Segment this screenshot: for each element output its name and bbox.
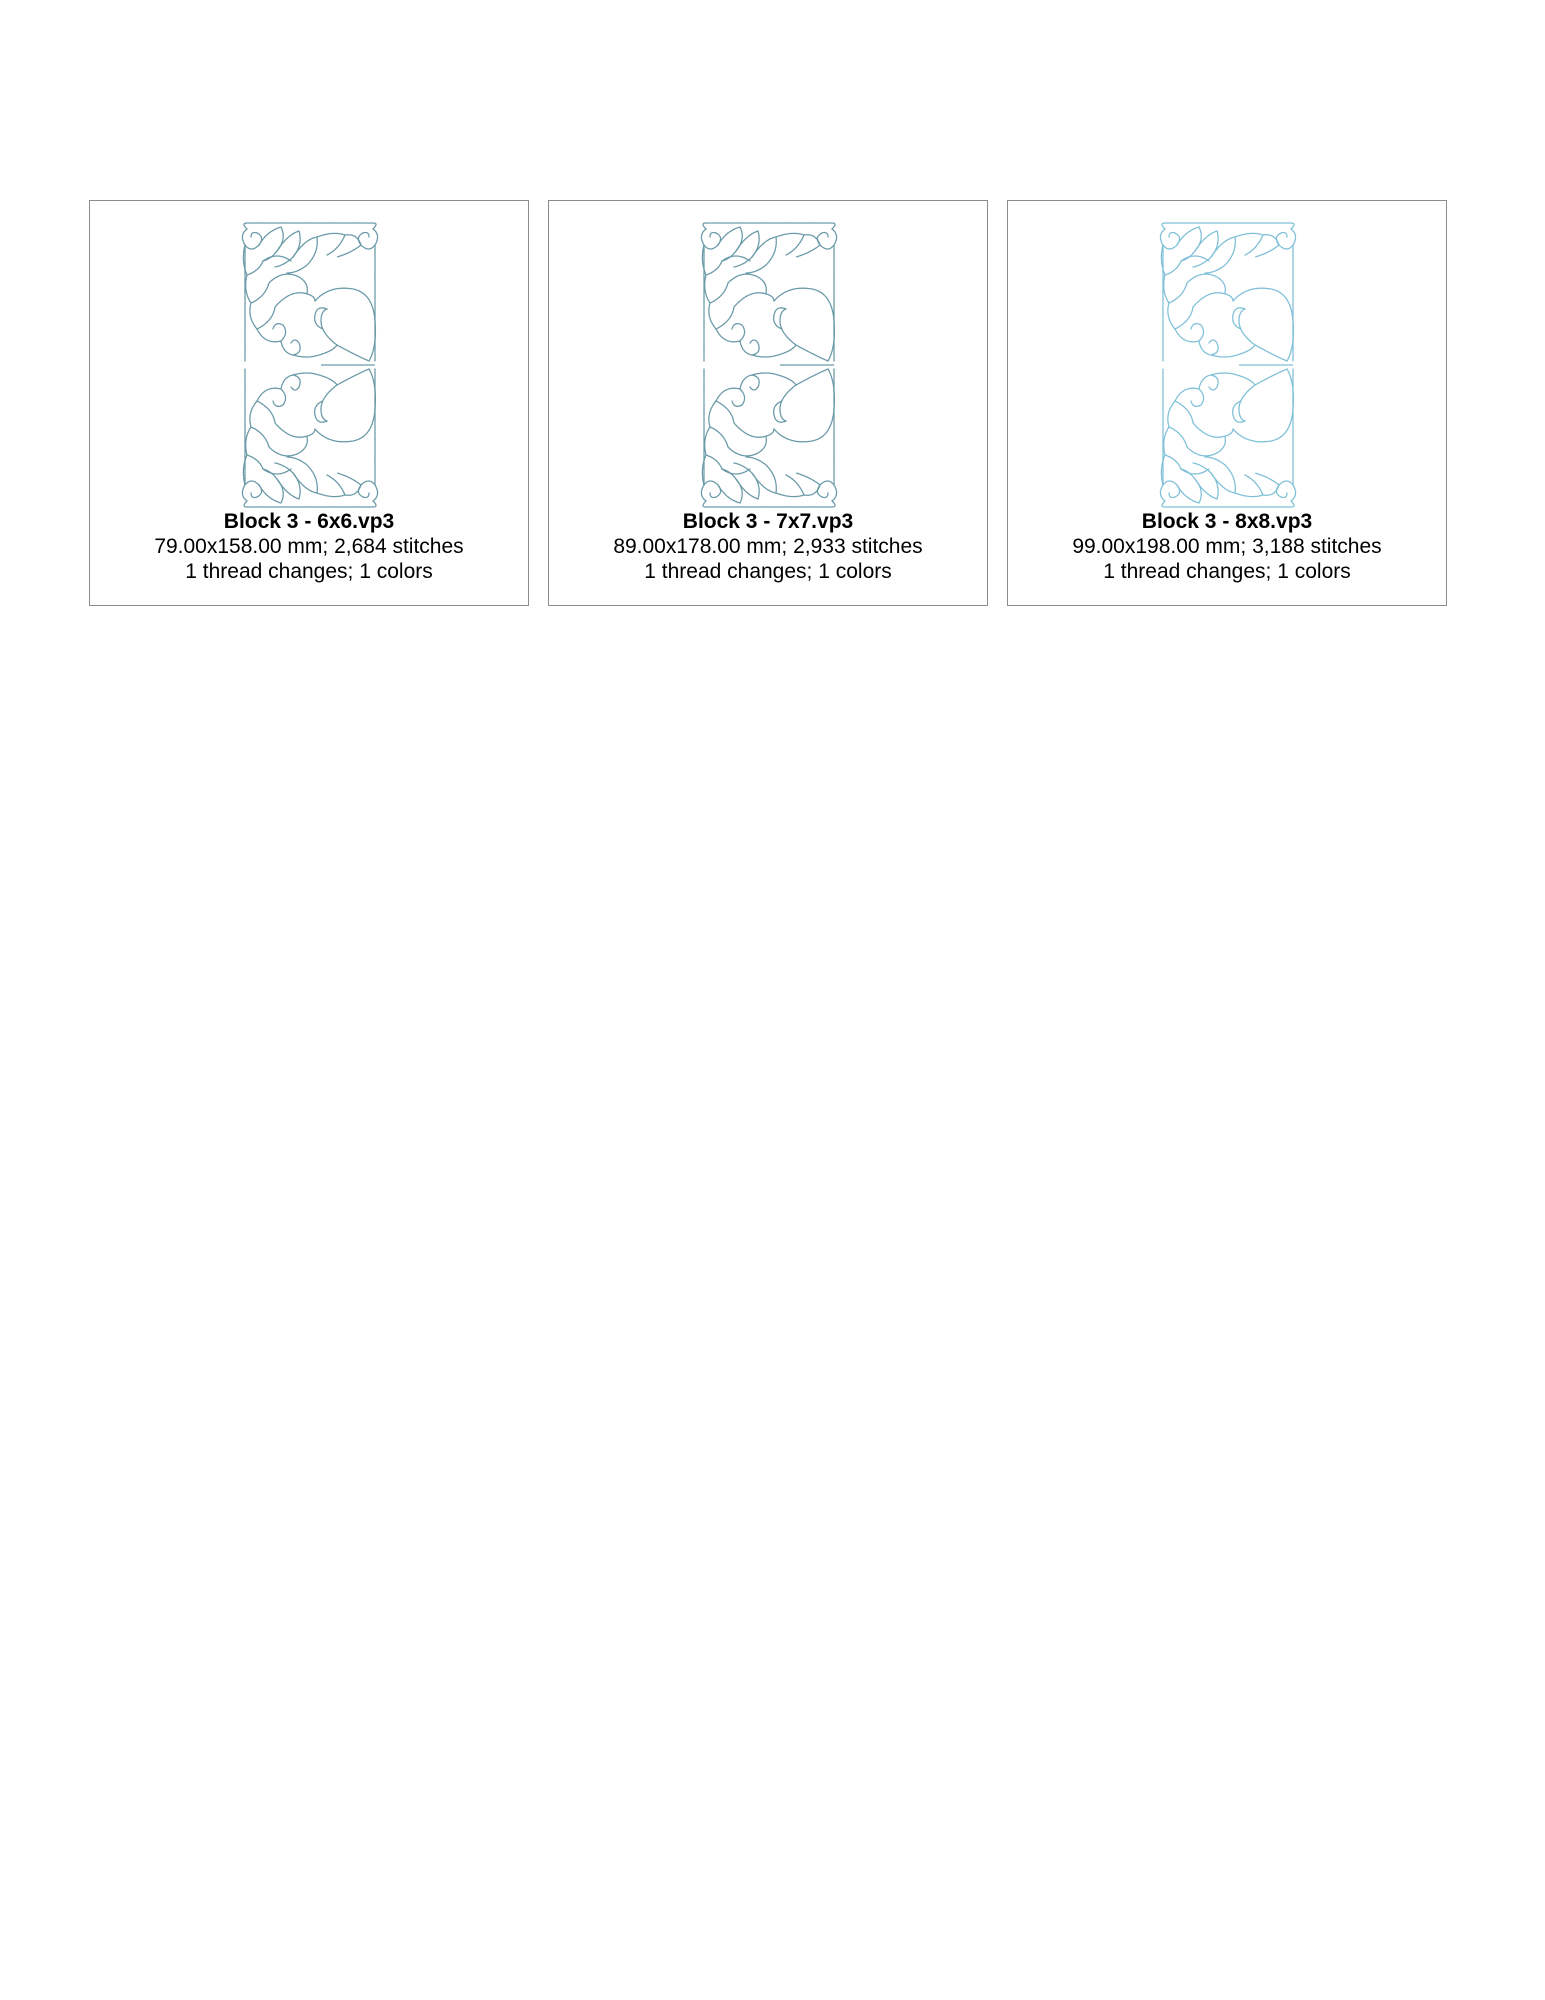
stitch-line	[703, 223, 835, 229]
stitch-line	[246, 275, 269, 303]
stitch-line	[281, 340, 300, 355]
stitch-line	[796, 235, 820, 257]
design-caption	[90, 509, 528, 584]
design-dimensions-stitches: 89.00x178.00 mm; 2,933 stitches	[613, 535, 923, 558]
stitch-line	[734, 423, 774, 437]
stitch-line	[746, 457, 776, 493]
stitch-line	[1255, 235, 1279, 257]
stitch-line	[734, 293, 774, 307]
stitch-line	[275, 293, 315, 307]
design-thread-info: 1 thread changes; 1 colors	[644, 560, 892, 583]
stitch-line	[776, 475, 804, 497]
stitch-line	[246, 427, 269, 455]
stitch-line	[1193, 231, 1218, 267]
stitch-line	[1255, 473, 1279, 495]
stitch-line	[702, 455, 722, 485]
stitch-line	[315, 369, 375, 442]
feather-block-motif-icon	[696, 221, 842, 509]
stitch-line	[275, 423, 315, 437]
stitch-line	[243, 245, 263, 275]
stitch-line	[337, 235, 361, 257]
design-dimensions-stitches: 99.00x198.00 mm; 3,188 stitches	[1072, 535, 1382, 558]
stitch-line	[244, 223, 376, 229]
stitch-line	[1199, 375, 1218, 390]
stitch-line	[776, 233, 804, 255]
stitch-line	[269, 274, 307, 293]
stitch-line	[1233, 288, 1293, 361]
stitch-line	[287, 457, 317, 493]
stitch-line	[244, 501, 376, 507]
stitch-line	[250, 303, 275, 329]
stitch-line	[709, 401, 734, 427]
stitch-line	[337, 473, 361, 495]
design-thread-info: 1 thread changes; 1 colors	[1103, 560, 1351, 583]
stitch-line	[702, 245, 722, 275]
stitch-line	[1164, 427, 1187, 455]
stitch-line	[1187, 274, 1225, 293]
stitch-line	[740, 375, 759, 390]
feather-block-motif-icon	[237, 221, 383, 509]
stitch-line	[1161, 455, 1181, 485]
stitch-line	[287, 237, 317, 273]
design-file-name: Block 3 - 8x8.vp3	[1141, 510, 1313, 533]
stitch-line	[263, 256, 291, 261]
stitch-line	[703, 501, 835, 507]
stitch-line	[1162, 501, 1294, 507]
stitch-line	[709, 303, 734, 329]
stitch-line	[263, 469, 291, 474]
design-file-name: Block 3 - 7x7.vp3	[682, 510, 854, 533]
stitch-line	[1235, 233, 1263, 255]
stitch-line	[734, 463, 759, 499]
stitch-line	[281, 375, 300, 390]
stitch-line	[1168, 401, 1193, 427]
embroidery-preview-image	[237, 221, 383, 509]
stitch-line	[728, 274, 766, 293]
stitch-line	[1187, 437, 1225, 456]
stitch-line	[1205, 237, 1235, 273]
stitch-line	[275, 231, 300, 267]
design-caption	[549, 509, 987, 584]
stitch-line	[746, 237, 776, 273]
stitch-line	[1199, 340, 1218, 355]
stitch-line	[705, 275, 728, 303]
stitch-line	[1161, 245, 1181, 275]
stitch-line	[243, 455, 263, 485]
stitch-line	[1193, 293, 1233, 307]
stitch-line	[740, 340, 759, 355]
stitch-line	[1193, 463, 1218, 499]
design-card	[89, 200, 529, 606]
stitch-line	[1235, 475, 1263, 497]
stitch-line	[705, 427, 728, 455]
stitch-line	[250, 401, 275, 427]
stitch-line	[269, 437, 307, 456]
embroidery-preview-image	[1155, 221, 1301, 509]
stitch-line	[1164, 275, 1187, 303]
design-dimensions-stitches: 79.00x158.00 mm; 2,684 stitches	[154, 535, 464, 558]
stitch-line	[1205, 457, 1235, 493]
feather-block-motif-icon	[1155, 221, 1301, 509]
stitch-line	[1181, 469, 1209, 474]
stitch-line	[315, 288, 375, 361]
stitch-line	[728, 437, 766, 456]
stitch-line	[774, 369, 834, 442]
stitch-line	[796, 473, 820, 495]
design-caption	[1008, 509, 1446, 584]
embroidery-preview-image	[696, 221, 842, 509]
design-file-name: Block 3 - 6x6.vp3	[223, 510, 395, 533]
stitch-line	[722, 469, 750, 474]
stitch-line	[1233, 369, 1293, 442]
stitch-line	[1168, 303, 1193, 329]
design-card	[548, 200, 988, 606]
stitch-line	[317, 233, 345, 255]
stitch-line	[1193, 423, 1233, 437]
stitch-line	[722, 256, 750, 261]
stitch-line	[275, 463, 300, 499]
stitch-line	[1162, 223, 1294, 229]
design-thread-info: 1 thread changes; 1 colors	[185, 560, 433, 583]
design-card	[1007, 200, 1447, 606]
stitch-line	[734, 231, 759, 267]
stitch-line	[317, 475, 345, 497]
stitch-line	[1181, 256, 1209, 261]
stitch-line	[774, 288, 834, 361]
